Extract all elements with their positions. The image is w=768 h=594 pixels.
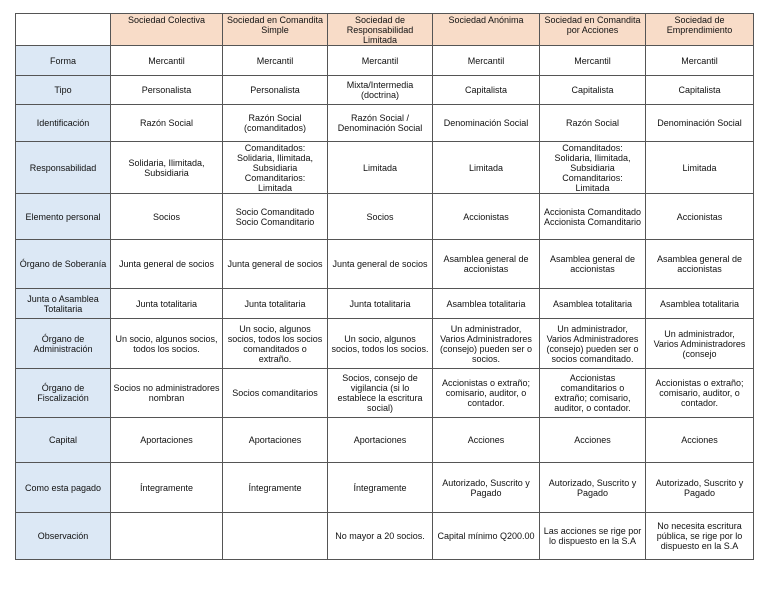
table-row: [16, 418, 754, 463]
header-cell: Sociedad en Comandita Simple: [223, 14, 328, 46]
table-cell: Capitalista: [646, 76, 754, 105]
table-cell: Asamblea totalitaria: [646, 289, 754, 319]
table-cell: Capitalista: [540, 76, 646, 105]
header-cell: Sociedad de Responsabilidad Limitada: [328, 14, 433, 46]
table-cell: Mercantil: [646, 46, 754, 76]
table-cell: [223, 513, 328, 560]
row-label: Junta o Asamblea Totalitaria: [16, 289, 111, 319]
table-cell: Acciones: [540, 418, 646, 463]
header-cell: Sociedad de Emprendimiento: [646, 14, 754, 46]
table-row: [16, 319, 754, 369]
table-cell: Comanditados: Solidaria, Ilimitada, Subsidiaria Comanditarios: Limitada: [223, 142, 328, 194]
table-row: [16, 105, 754, 142]
table-cell: Capital mínimo Q200.00: [433, 513, 540, 560]
table-cell: No necesita escritura pública, se rige por lo dispuesto en la S.A: [646, 513, 754, 560]
table-cell: Un socio, algunos socios, todos los socios.: [111, 319, 223, 369]
table-row: [16, 240, 754, 289]
table-cell: Socios: [111, 194, 223, 240]
table-cell: Asamblea totalitaria: [540, 289, 646, 319]
table-cell: Un administrador, Varios Administradores (consejo) pueden ser o socios.: [433, 319, 540, 369]
row-label: Órgano de Soberanía: [16, 240, 111, 289]
row-label: Como esta pagado: [16, 463, 111, 513]
table-cell: Accionistas: [646, 194, 754, 240]
table-cell: Accionistas o extraño; comisario, auditor, o contador.: [433, 369, 540, 418]
table-cell: Autorizado, Suscrito y Pagado: [646, 463, 754, 513]
table-row: [16, 76, 754, 105]
table-cell: Socios, consejo de vigilancia (si lo establece la escritura social): [328, 369, 433, 418]
table-cell: No mayor a 20 socios.: [328, 513, 433, 560]
table-cell: Aportaciones: [328, 418, 433, 463]
table-cell: Un socio, algunos socios, todos los socios.: [328, 319, 433, 369]
table-cell: Junta general de socios: [328, 240, 433, 289]
table-cell: Solidaria, Ilimitada, Subsidiaria: [111, 142, 223, 194]
table-cell: Limitada: [433, 142, 540, 194]
table-cell: Íntegramente: [111, 463, 223, 513]
table-cell: Socios comanditarios: [223, 369, 328, 418]
table-cell: [111, 513, 223, 560]
corner-cell: [16, 14, 111, 46]
table-cell: Limitada: [646, 142, 754, 194]
table-cell: Asamblea totalitaria: [433, 289, 540, 319]
table-row: [16, 463, 754, 513]
table-cell: Accionistas o extraño; comisario, auditor, o contador.: [646, 369, 754, 418]
table-cell: Mercantil: [223, 46, 328, 76]
table-cell: Autorizado, Suscrito y Pagado: [540, 463, 646, 513]
table-cell: Junta totalitaria: [223, 289, 328, 319]
table-cell: Íntegramente: [223, 463, 328, 513]
table-cell: Socios: [328, 194, 433, 240]
table-cell: Socios no administradores nombran: [111, 369, 223, 418]
comparison-table: [15, 13, 754, 560]
table-cell: Junta general de socios: [223, 240, 328, 289]
table-cell: Denominación Social: [433, 105, 540, 142]
table-cell: Comanditados: Solidaria, Ilimitada, Subsidiaria Comanditarios: Limitada: [540, 142, 646, 194]
header-cell: Sociedad Colectiva: [111, 14, 223, 46]
table-row: [16, 513, 754, 560]
table-cell: Personalista: [223, 76, 328, 105]
table-cell: Razón Social: [111, 105, 223, 142]
table-cell: Acciones: [433, 418, 540, 463]
row-label: Identificación: [16, 105, 111, 142]
row-label: Órgano de Fiscalización: [16, 369, 111, 418]
table-cell: Las acciones se rige por lo dispuesto en la S.A: [540, 513, 646, 560]
row-label: Capital: [16, 418, 111, 463]
table-cell: Junta general de socios: [111, 240, 223, 289]
table-cell: Aportaciones: [223, 418, 328, 463]
table-cell: Limitada: [328, 142, 433, 194]
table-cell: Mercantil: [540, 46, 646, 76]
header-cell: Sociedad en Comandita por Acciones: [540, 14, 646, 46]
row-label: Observación: [16, 513, 111, 560]
table-cell: Accionista Comanditado Accionista Comanditario: [540, 194, 646, 240]
table-cell: Mercantil: [111, 46, 223, 76]
table-cell: Razón Social / Denominación Social: [328, 105, 433, 142]
table-cell: Acciones: [646, 418, 754, 463]
header-row: [16, 14, 754, 46]
row-label: Órgano de Administración: [16, 319, 111, 369]
table-cell: Íntegramente: [328, 463, 433, 513]
table-cell: Mercantil: [433, 46, 540, 76]
table-cell: Un administrador, Varios Administradores (consejo) pueden ser o socios comanditado.: [540, 319, 646, 369]
row-label: Elemento personal: [16, 194, 111, 240]
table-row: [16, 46, 754, 76]
header-cell: Sociedad Anónima: [433, 14, 540, 46]
table-cell: Razón Social: [540, 105, 646, 142]
table-cell: Un socio, algunos socios, todos los socios comanditados o extraño.: [223, 319, 328, 369]
table-cell: Denominación Social: [646, 105, 754, 142]
table-cell: Asamblea general de accionistas: [646, 240, 754, 289]
table-cell: Mercantil: [328, 46, 433, 76]
table-cell: Asamblea general de accionistas: [433, 240, 540, 289]
table-row: [16, 369, 754, 418]
table-cell: Mixta/Intermedia (doctrina): [328, 76, 433, 105]
table-cell: Asamblea general de accionistas: [540, 240, 646, 289]
row-label: Tipo: [16, 76, 111, 105]
table-cell: Junta totalitaria: [111, 289, 223, 319]
table-cell: Capitalista: [433, 76, 540, 105]
table-row: [16, 289, 754, 319]
table-row: [16, 194, 754, 240]
table-row: [16, 142, 754, 194]
table-cell: Aportaciones: [111, 418, 223, 463]
table-cell: Socio Comanditado Socio Comanditario: [223, 194, 328, 240]
table-cell: Razón Social (comanditados): [223, 105, 328, 142]
table-cell: Junta totalitaria: [328, 289, 433, 319]
table-cell: Personalista: [111, 76, 223, 105]
table-cell: Autorizado, Suscrito y Pagado: [433, 463, 540, 513]
table-cell: Accionistas comanditarios o extraño; comisario, auditor, o contador.: [540, 369, 646, 418]
table-cell: Accionistas: [433, 194, 540, 240]
row-label: Forma: [16, 46, 111, 76]
table-cell: Un administrador, Varios Administradores (consejo: [646, 319, 754, 369]
row-label: Responsabilidad: [16, 142, 111, 194]
